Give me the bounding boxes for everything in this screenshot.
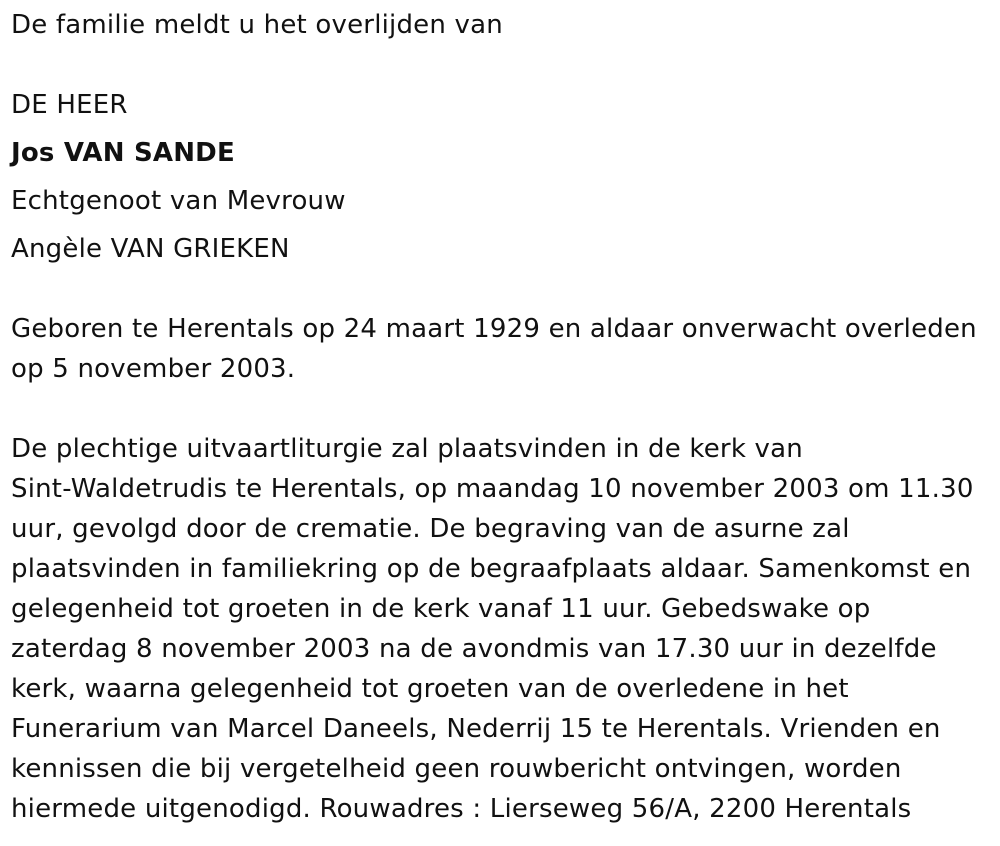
spouse-label: Echtgenoot van Mevrouw xyxy=(11,186,346,216)
spouse-name: Angèle VAN GRIEKEN xyxy=(11,234,290,264)
paragraph-line: hiermede uitgenodigd. Rouwadres : Lierseweg 56/A, 2200 Herentals xyxy=(11,794,912,824)
paragraph-line: uur, gevolgd door de crematie. De begraving van de asurne zal xyxy=(11,514,850,544)
paragraph-line: Geboren te Herentals op 24 maart 1929 en aldaar onverwacht overleden xyxy=(11,314,977,344)
honorific: DE HEER xyxy=(11,90,128,120)
paragraph-line: kerk, waarna gelegenheid tot groeten van de overledene in het xyxy=(11,674,849,704)
paragraph-line: zaterdag 8 november 2003 na de avondmis van 17.30 uur in dezelfde xyxy=(11,634,937,664)
paragraph-line: Funerarium van Marcel Daneels, Nederrij 15 te Herentals. Vrienden en xyxy=(11,714,941,744)
funeral-paragraph xyxy=(11,429,996,829)
paragraph-line: plaatsvinden in familiekring op de begraafplaats aldaar. Samenkomst en xyxy=(11,554,972,584)
intro-text: De familie meldt u het overlijden van xyxy=(11,10,503,40)
paragraph-line: Sint-Waldetrudis te Herentals, op maandag 10 november 2003 om 11.30 xyxy=(11,474,974,504)
birth-death-paragraph xyxy=(11,309,996,389)
deceased-name: Jos VAN SANDE xyxy=(11,138,235,168)
paragraph-line: gelegenheid tot groeten in de kerk vanaf 11 uur. Gebedswake op xyxy=(11,594,871,624)
paragraph-line: op 5 november 2003. xyxy=(11,354,296,384)
paragraph-line: De plechtige uitvaartliturgie zal plaatsvinden in de kerk van xyxy=(11,434,803,464)
paragraph-line: kennissen die bij vergetelheid geen rouwbericht ontvingen, worden xyxy=(11,754,902,784)
